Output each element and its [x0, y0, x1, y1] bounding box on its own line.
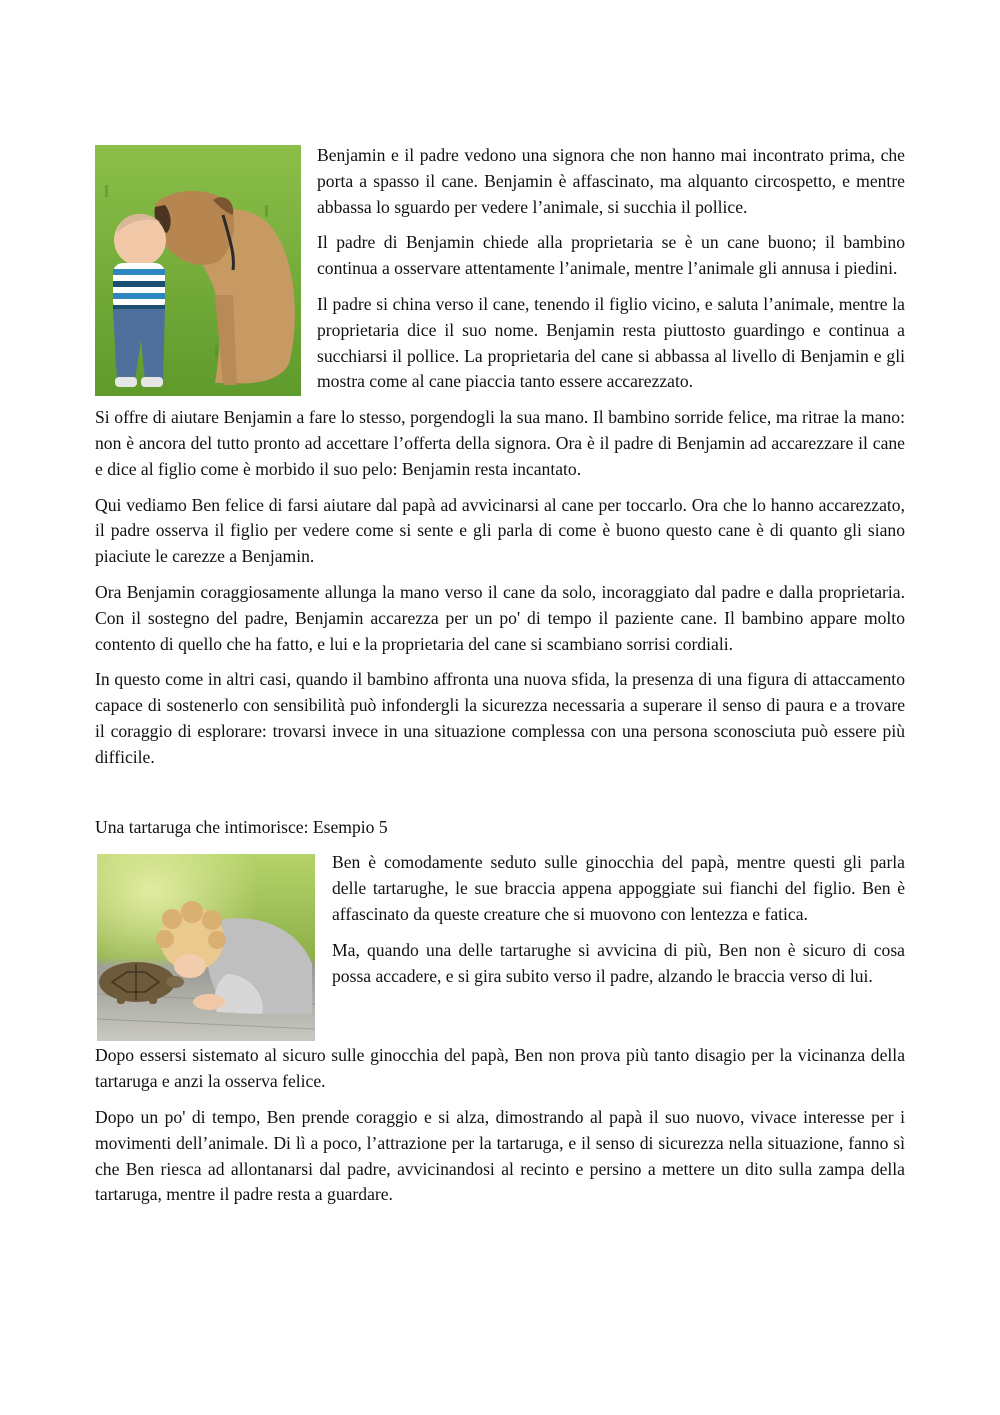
paragraph: Il padre si china verso il cane, tenendo il figlio vicino, e saluta l’animale, mentre la proprietaria dice il suo nome. Benjamin resta piuttosto guardingo e continua a succhiarsi il pollice. La proprietaria del cane si abbassa al livello di Benjamin e gli mostra come al cane piaccia tanto essere accarezzato. — [317, 293, 905, 392]
paragraph: Si offre di aiutare Benjamin a fare lo stesso, porgendogli la sua mano. Il bambino sorride felice, ma ritrae la mano: non è ancora del tutto pronto ad accettare l’offerta della signora. Ora è il padre di Benjamin ad accarezzare il cane e dice al figlio come è morbido il suo pelo: Benjamin resta incantato. — [95, 407, 905, 479]
paragraph: Ma, quando una delle tartarughe si avvicina di più, Ben non è sicuro di cosa possa accadere, e si gira subito verso il padre, alzando le braccia verso di lui. — [332, 939, 905, 986]
paragraph: Ben è comodamente seduto sulle ginocchia del papà, mentre questi gli parla delle tartarughe, le sue braccia appena appoggiate sui fianchi del figlio. Ben è affascinato da queste creature che si muovono con lentezza e fatica. — [332, 852, 905, 924]
paragraph: Benjamin e il padre vedono una signora che non hanno mai incontrato prima, che porta a spasso il cane. Benjamin è affascinato, ma alquanto circospetto, e mentre abbassa lo sguardo per vedere l’animale, si succhia il pollice. — [317, 145, 905, 217]
paragraph: In questo come in altri casi, quando il bambino affronta una nuova sfida, la presenza di una figura di attaccamento capace di sostenerlo con sensibilità può infondergli la sicurezza necessaria a superare il senso di paura e a trovare il coraggio di esplorare: trovarsi invece in una situazione complessa con una persona sconosciuta può essere più difficile. — [95, 669, 905, 767]
paragraph: Il padre di Benjamin chiede alla proprietaria se è un cane buono; il bambino continua a osservare attentamente l’animale, mentre l’animale gli annusa i piedini. — [317, 232, 905, 279]
child-and-dog-photo — [95, 145, 301, 396]
paragraph: Dopo essersi sistemato al sicuro sulle ginocchia del papà, Ben non prova più tanto disagio per la vicinanza della tartaruga e anzi la osserva felice. — [95, 1045, 905, 1092]
section-spacer — [95, 781, 905, 815]
document-page — [95, 143, 905, 1218]
paragraph: Qui vediamo Ben felice di farsi aiutare dal papà ad avvicinarsi al cane per toccarlo. Ora che lo hanno accarezzato, il padre osserva il figlio per vedere come si sente e gli parla di come è buono questo cane è di quanto gli siano piaciute le carezze a Benjamin. — [95, 494, 905, 567]
child-and-turtle-photo — [97, 854, 315, 1041]
paragraph: Ora Benjamin coraggiosamente allunga la mano verso il cane da solo, incoraggiato dal padre e dalla proprietaria. Con il sostegno del padre, Benjamin accarezza per un po' di tempo il paziente cane. Il bambino appare molto contento di quello che ha fatto, e lui e la proprietaria del cane si scambiano sorrisi cordiali. — [95, 581, 905, 654]
paragraph: Dopo un po' di tempo, Ben prende coraggio e si alza, dimostrando al papà il suo nuovo, vivace interesse per i movimenti dell’animale. Di lì a poco, l’attrazione per la tartaruga, e il senso di sicurezza nella situazione, fanno sì che Ben riesca ad allontanarsi dal padre, avvicinandosi al recinto e persino a mettere un dito sulla zampa della tartaruga, mentre il padre resta a guardare. — [95, 1106, 905, 1205]
section-heading: Una tartaruga che intimorisce: Esempio 5 — [95, 816, 388, 837]
